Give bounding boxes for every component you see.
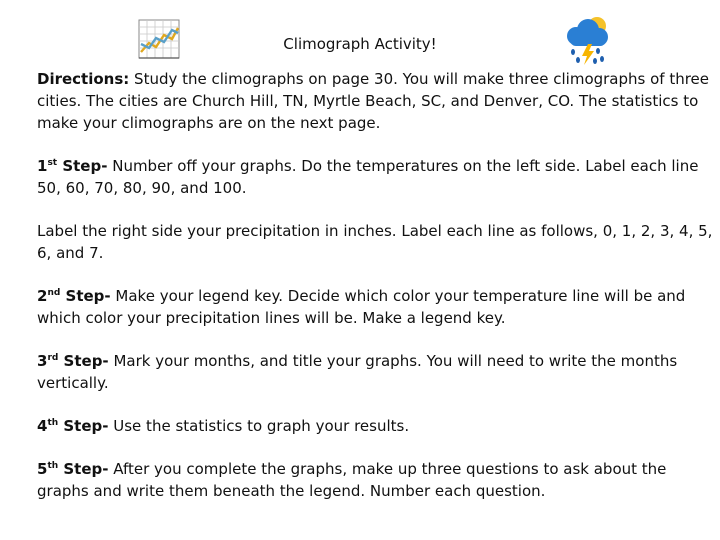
step-4-text: Use the statistics to graph your results. (108, 417, 410, 435)
step-2-ordinal: nd (47, 288, 61, 298)
step-3-ordinal: rd (47, 353, 59, 363)
step-4-label (37, 417, 109, 435)
step-1-label (37, 157, 107, 175)
directions-text: Study the climographs on page 30. You will make three climographs of three cities. The cities are Church Hill, TN, Myrtle Beach, SC, and Denver, CO. The statistics to make your climographs are on the next page. (37, 70, 710, 132)
step-5-paragraph (37, 458, 713, 502)
step-4-paragraph (37, 415, 713, 437)
step-5-ordinal: th (47, 461, 59, 471)
step-3-label (37, 352, 109, 370)
step-1-paragraph (37, 155, 713, 199)
step-1-ordinal: st (47, 158, 58, 168)
instructions (37, 68, 713, 523)
step-2-number: 2 (37, 287, 48, 305)
step-1-number: 1 (37, 157, 48, 175)
step-3-paragraph (37, 350, 713, 394)
step-2-text: Make your legend key. Decide which color your temperature line will be and which color your precipitation lines will be. Make a legend key. (37, 287, 686, 327)
directions-paragraph (37, 68, 713, 134)
step-4-step-word: Step- (58, 417, 109, 435)
step-3-number: 3 (37, 352, 48, 370)
step-5-text: After you complete the graphs, make up three questions to ask about the graphs and write them beneath the legend. Number each question. (37, 460, 667, 500)
step-2-label (37, 287, 111, 305)
step-2-paragraph (37, 285, 713, 329)
step-5-label (37, 460, 109, 478)
step-1-text: Number off your graphs. Do the temperatures on the left side. Label each line 50, 60, 70, 80, 90, and 100. (37, 157, 699, 197)
page-title: Climograph Activity! (283, 35, 437, 53)
step-4-number: 4 (37, 417, 48, 435)
step-3-step-word: Step- (58, 352, 109, 370)
step-2-step-word: Step- (60, 287, 111, 305)
step-5-step-word: Step- (58, 460, 109, 478)
directions-label: Directions: (37, 70, 130, 88)
step-4-ordinal: th (47, 418, 59, 428)
step-1-precipitation-paragraph: Label the right side your precipitation in inches. Label each line as follows, 0, 1, 2, 3, 4, 5, 6, and 7. (37, 222, 713, 262)
step-5-number: 5 (37, 460, 48, 478)
step-1-step-word: Step- (57, 157, 108, 175)
step-3-text: Mark your months, and title your graphs. You will need to write the months vertically. (37, 352, 678, 392)
